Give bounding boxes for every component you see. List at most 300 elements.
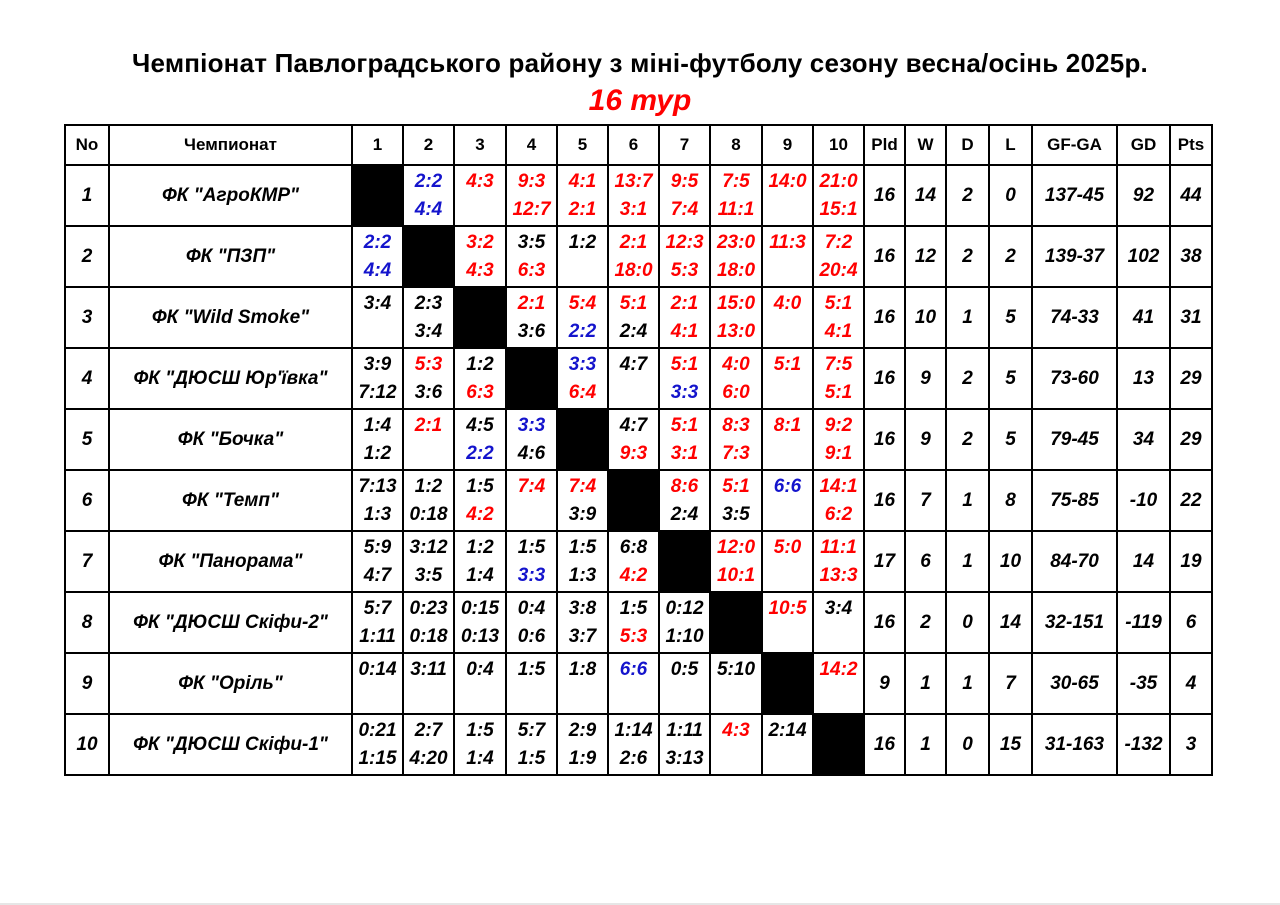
wins-count: 1 [905, 714, 946, 775]
goal-difference: -132 [1117, 714, 1170, 775]
second-leg-score: 1:5 [517, 748, 546, 769]
second-leg-score: 0:18 [409, 626, 448, 647]
first-leg-score: 5:7 [517, 720, 546, 741]
wins-count: 1 [905, 653, 946, 714]
wins-count: 14 [905, 165, 946, 226]
first-leg-score: 8:6 [670, 476, 699, 497]
row-number: 8 [65, 592, 109, 653]
second-leg-score: 3:13 [665, 748, 704, 769]
points: 19 [1170, 531, 1212, 592]
round-label: 16 тур [588, 84, 692, 117]
result-cell [813, 226, 864, 287]
second-leg-score: 2:4 [619, 321, 648, 342]
second-leg-score: 1:4 [466, 748, 494, 769]
result-cell [710, 226, 762, 287]
first-leg-score: 2:2 [363, 232, 392, 253]
first-leg-score: 5:9 [363, 537, 392, 558]
draws-count: 1 [946, 470, 989, 531]
result-cell [608, 409, 659, 470]
points: 6 [1170, 592, 1212, 653]
second-leg-score: 1:9 [568, 748, 597, 769]
second-leg-score: 6:3 [466, 382, 494, 403]
result-cell [813, 592, 864, 653]
result-cell [813, 165, 864, 226]
second-leg-score: 1:4 [466, 565, 494, 586]
points: 38 [1170, 226, 1212, 287]
goal-difference: 34 [1117, 409, 1170, 470]
table-row [65, 714, 1212, 775]
first-leg-score: 14:2 [819, 659, 858, 680]
played-count: 17 [864, 531, 905, 592]
team-name: ФК "АгроКМР" [109, 165, 352, 226]
second-leg-score: 2:4 [670, 504, 699, 525]
first-leg-score: 23:0 [716, 232, 756, 253]
header-w: W [905, 125, 946, 165]
second-leg-score: 3:5 [722, 504, 750, 525]
team-name: ФК "ДЮСШ Скіфи-2" [109, 592, 352, 653]
first-leg-score: 5:1 [824, 293, 853, 314]
standings-table [64, 124, 1213, 776]
result-cell [762, 592, 813, 653]
draws-count: 2 [946, 409, 989, 470]
losses-count: 5 [989, 287, 1032, 348]
first-leg-score: 0:21 [358, 720, 397, 741]
second-leg-score: 1:3 [363, 504, 392, 525]
result-cell [608, 348, 659, 409]
header-d: D [946, 125, 989, 165]
row-number: 9 [65, 653, 109, 714]
result-cell [659, 653, 710, 714]
result-cell [557, 226, 608, 287]
losses-count: 5 [989, 409, 1032, 470]
first-leg-score: 3:3 [568, 354, 597, 375]
second-leg-score: 7:3 [722, 443, 750, 464]
result-cell [454, 531, 506, 592]
points: 31 [1170, 287, 1212, 348]
team-name: ФК "Темп" [109, 470, 352, 531]
second-leg-score: 9:1 [824, 443, 853, 464]
draws-count: 0 [946, 714, 989, 775]
second-leg-score: 18:0 [614, 260, 653, 281]
first-leg-score: 0:4 [466, 659, 494, 680]
played-count: 16 [864, 165, 905, 226]
result-cell [659, 409, 710, 470]
result-cell [506, 592, 557, 653]
first-leg-score: 4:3 [466, 171, 494, 192]
team-name: ФК "ДЮСШ Скіфи-1" [109, 714, 352, 775]
result-cell [506, 470, 557, 531]
first-leg-score: 0:12 [665, 598, 704, 619]
result-cell [608, 653, 659, 714]
first-leg-score: 5:1 [619, 293, 648, 314]
first-leg-score: 2:9 [568, 720, 597, 741]
result-cell [762, 165, 813, 226]
header-pts: Pts [1170, 125, 1212, 165]
second-leg-score: 6:3 [517, 260, 546, 281]
first-leg-score: 1:4 [363, 415, 392, 436]
second-leg-score: 4:1 [670, 321, 699, 342]
first-leg-score: 1:5 [568, 537, 597, 558]
goal-difference: -35 [1117, 653, 1170, 714]
result-cell [762, 470, 813, 531]
wins-count: 2 [905, 592, 946, 653]
second-leg-score: 5:1 [824, 382, 853, 403]
header-col-9: 9 [762, 125, 813, 165]
second-leg-score: 3:1 [670, 443, 699, 464]
played-count: 16 [864, 470, 905, 531]
goal-difference: 14 [1117, 531, 1170, 592]
result-cell [659, 470, 710, 531]
first-leg-score: 5:1 [670, 415, 699, 436]
result-cell [403, 348, 454, 409]
table-row [65, 348, 1212, 409]
first-leg-score: 1:2 [414, 476, 443, 497]
header-row [65, 125, 1212, 165]
first-leg-score: 4:3 [722, 720, 750, 741]
first-leg-score: 2:1 [619, 232, 648, 253]
first-leg-score: 10:5 [768, 598, 807, 619]
second-leg-score: 5:3 [670, 260, 699, 281]
first-leg-score: 9:2 [824, 415, 853, 436]
first-leg-score: 3:8 [568, 598, 597, 619]
first-leg-score: 7:13 [358, 476, 397, 497]
standings-body [65, 165, 1212, 775]
header-col-3: 3 [454, 125, 506, 165]
goal-difference: -10 [1117, 470, 1170, 531]
first-leg-score: 4:5 [466, 415, 494, 436]
result-cell [813, 287, 864, 348]
result-cell [710, 409, 762, 470]
result-cell [454, 409, 506, 470]
row-number: 10 [65, 714, 109, 775]
first-leg-score: 5:1 [773, 354, 802, 375]
second-leg-score: 6:2 [824, 504, 853, 525]
result-cell [506, 409, 557, 470]
losses-count: 10 [989, 531, 1032, 592]
first-leg-score: 1:5 [619, 598, 648, 619]
second-leg-score: 10:1 [716, 565, 756, 586]
second-leg-score: 4:2 [466, 504, 494, 525]
table-row [65, 470, 1212, 531]
first-leg-score: 1:5 [517, 537, 546, 558]
played-count: 16 [864, 592, 905, 653]
first-leg-score: 7:4 [568, 476, 597, 497]
header-l: L [989, 125, 1032, 165]
second-leg-score: 4:3 [466, 260, 494, 281]
result-cell [403, 531, 454, 592]
header-no: No [65, 125, 109, 165]
draws-count: 0 [946, 592, 989, 653]
result-cell [659, 287, 710, 348]
losses-count: 15 [989, 714, 1032, 775]
second-leg-score: 11:1 [717, 199, 755, 220]
first-leg-score: 12:0 [716, 537, 756, 558]
result-cell [403, 165, 454, 226]
goals-for-against: 79-45 [1032, 409, 1117, 470]
self-match-cell [659, 531, 710, 592]
table-row [65, 226, 1212, 287]
first-leg-score: 7:5 [722, 171, 750, 192]
self-match-cell [454, 287, 506, 348]
first-leg-score: 3:4 [363, 293, 392, 314]
second-leg-score: 7:12 [358, 382, 397, 403]
second-leg-score: 0:13 [460, 626, 500, 647]
result-cell [506, 287, 557, 348]
row-number: 2 [65, 226, 109, 287]
row-number: 7 [65, 531, 109, 592]
result-cell [557, 714, 608, 775]
result-cell [557, 592, 608, 653]
header-pld: Pld [864, 125, 905, 165]
first-leg-score: 5:10 [716, 659, 756, 680]
second-leg-score: 4:4 [414, 199, 443, 220]
table-row [65, 653, 1212, 714]
team-name: ФК "ПЗП" [109, 226, 352, 287]
second-leg-score: 1:2 [363, 443, 392, 464]
self-match-cell [557, 409, 608, 470]
points: 3 [1170, 714, 1212, 775]
first-leg-score: 2:14 [768, 720, 807, 741]
result-cell [762, 531, 813, 592]
first-leg-score: 14:1 [819, 476, 858, 497]
result-cell [710, 470, 762, 531]
second-leg-score: 13:0 [716, 321, 756, 342]
first-leg-score: 5:7 [363, 598, 392, 619]
result-cell [659, 348, 710, 409]
second-leg-score: 1:10 [665, 626, 704, 647]
result-cell [762, 348, 813, 409]
result-cell [403, 714, 454, 775]
first-leg-score: 5:0 [773, 537, 802, 558]
first-leg-score: 6:8 [619, 537, 648, 558]
second-leg-score: 3:3 [670, 382, 699, 403]
result-cell [659, 592, 710, 653]
first-leg-score: 8:1 [773, 415, 802, 436]
result-cell [506, 653, 557, 714]
second-leg-score: 4:20 [409, 748, 448, 769]
first-leg-score: 1:14 [614, 720, 653, 741]
second-leg-score: 9:3 [619, 443, 648, 464]
first-leg-score: 1:11 [666, 720, 703, 741]
table-row [65, 165, 1212, 226]
first-leg-score: 6:6 [773, 476, 802, 497]
self-match-cell [352, 165, 403, 226]
result-cell [506, 531, 557, 592]
result-cell [454, 592, 506, 653]
result-cell [710, 165, 762, 226]
first-leg-score: 3:3 [517, 415, 546, 436]
result-cell [557, 348, 608, 409]
result-cell [710, 714, 762, 775]
points: 22 [1170, 470, 1212, 531]
row-number: 3 [65, 287, 109, 348]
first-leg-score: 3:11 [410, 659, 447, 680]
draws-count: 1 [946, 653, 989, 714]
first-leg-score: 4:7 [619, 415, 648, 436]
result-cell [352, 226, 403, 287]
wins-count: 12 [905, 226, 946, 287]
header-col-8: 8 [710, 125, 762, 165]
losses-count: 14 [989, 592, 1032, 653]
losses-count: 2 [989, 226, 1032, 287]
result-cell [710, 653, 762, 714]
result-cell [762, 226, 813, 287]
second-leg-score: 13:3 [819, 565, 858, 586]
draws-count: 2 [946, 348, 989, 409]
goals-for-against: 30-65 [1032, 653, 1117, 714]
first-leg-score: 1:5 [466, 476, 494, 497]
first-leg-score: 4:7 [619, 354, 648, 375]
table-row [65, 409, 1212, 470]
result-cell [454, 348, 506, 409]
goals-for-against: 31-163 [1032, 714, 1117, 775]
result-cell [557, 653, 608, 714]
result-cell [352, 653, 403, 714]
first-leg-score: 11:1 [820, 537, 857, 558]
header-col-4: 4 [506, 125, 557, 165]
header-gd: GD [1117, 125, 1170, 165]
result-cell [813, 348, 864, 409]
second-leg-score: 1:11 [359, 626, 396, 647]
result-cell [557, 531, 608, 592]
row-number: 6 [65, 470, 109, 531]
second-leg-score: 4:6 [517, 443, 546, 464]
result-cell [608, 714, 659, 775]
result-cell [352, 592, 403, 653]
second-leg-score: 2:2 [466, 443, 494, 464]
losses-count: 7 [989, 653, 1032, 714]
header-col-1: 1 [352, 125, 403, 165]
first-leg-score: 5:1 [670, 354, 699, 375]
first-leg-score: 2:1 [670, 293, 699, 314]
result-cell [506, 714, 557, 775]
wins-count: 6 [905, 531, 946, 592]
first-leg-score: 2:2 [414, 171, 443, 192]
goals-for-against: 73-60 [1032, 348, 1117, 409]
header-col-10: 10 [813, 125, 864, 165]
points: 44 [1170, 165, 1212, 226]
second-leg-score: 3:6 [517, 321, 546, 342]
result-cell [352, 348, 403, 409]
result-cell [659, 165, 710, 226]
result-cell [352, 287, 403, 348]
result-cell [454, 714, 506, 775]
points: 29 [1170, 409, 1212, 470]
played-count: 16 [864, 714, 905, 775]
first-leg-score: 11:3 [769, 232, 806, 253]
result-cell [506, 226, 557, 287]
first-leg-score: 5:3 [414, 354, 443, 375]
self-match-cell [762, 653, 813, 714]
self-match-cell [403, 226, 454, 287]
first-leg-score: 15:0 [716, 293, 756, 314]
result-cell [557, 165, 608, 226]
result-cell [608, 226, 659, 287]
wins-count: 9 [905, 409, 946, 470]
second-leg-score: 4:2 [619, 565, 648, 586]
second-leg-score: 18:0 [716, 260, 756, 281]
self-match-cell [710, 592, 762, 653]
second-leg-score: 2:1 [568, 199, 597, 220]
second-leg-score: 5:3 [619, 626, 648, 647]
second-leg-score: 6:4 [568, 382, 597, 403]
first-leg-score: 3:2 [466, 232, 494, 253]
first-leg-score: 3:5 [517, 232, 546, 253]
result-cell [454, 653, 506, 714]
played-count: 9 [864, 653, 905, 714]
team-name: ФК "Оріль" [109, 653, 352, 714]
wins-count: 10 [905, 287, 946, 348]
first-leg-score: 3:12 [409, 537, 448, 558]
second-leg-score: 20:4 [819, 260, 858, 281]
result-cell [352, 714, 403, 775]
result-cell [762, 714, 813, 775]
first-leg-score: 4:0 [722, 354, 750, 375]
table-row [65, 592, 1212, 653]
first-leg-score: 2:1 [414, 415, 443, 436]
header-col-5: 5 [557, 125, 608, 165]
result-cell [454, 165, 506, 226]
played-count: 16 [864, 409, 905, 470]
result-cell [454, 226, 506, 287]
first-leg-score: 0:5 [670, 659, 699, 680]
result-cell [608, 287, 659, 348]
self-match-cell [506, 348, 557, 409]
first-leg-score: 4:0 [773, 293, 802, 314]
draws-count: 1 [946, 287, 989, 348]
first-leg-score: 1:2 [466, 537, 494, 558]
goal-difference: 102 [1117, 226, 1170, 287]
result-cell [506, 165, 557, 226]
second-leg-score: 4:1 [824, 321, 853, 342]
result-cell [813, 653, 864, 714]
result-cell [762, 287, 813, 348]
result-cell [352, 470, 403, 531]
first-leg-score: 0:4 [517, 598, 546, 619]
points: 29 [1170, 348, 1212, 409]
page-title: Чемпіонат Павлоградського району з міні-футболу сезону весна/осінь 2025р. [132, 48, 1148, 78]
first-leg-score: 3:9 [363, 354, 392, 375]
first-leg-score: 7:4 [517, 476, 546, 497]
goals-for-against: 75-85 [1032, 470, 1117, 531]
result-cell [813, 531, 864, 592]
result-cell [557, 287, 608, 348]
result-cell [659, 714, 710, 775]
first-leg-score: 13:7 [614, 171, 653, 192]
result-cell [608, 592, 659, 653]
team-name: ФК "Бочка" [109, 409, 352, 470]
goal-difference: 41 [1117, 287, 1170, 348]
row-number: 5 [65, 409, 109, 470]
second-leg-score: 3:1 [619, 199, 648, 220]
goals-for-against: 139-37 [1032, 226, 1117, 287]
result-cell [454, 470, 506, 531]
played-count: 16 [864, 348, 905, 409]
second-leg-score: 3:3 [517, 565, 546, 586]
second-leg-score: 3:6 [414, 382, 443, 403]
header-team: Чемпионат [109, 125, 352, 165]
first-leg-score: 7:5 [824, 354, 853, 375]
wins-count: 9 [905, 348, 946, 409]
result-cell [710, 531, 762, 592]
result-cell [659, 226, 710, 287]
first-leg-score: 5:1 [722, 476, 750, 497]
result-cell [608, 165, 659, 226]
result-cell [403, 653, 454, 714]
draws-count: 2 [946, 226, 989, 287]
goals-for-against: 32-151 [1032, 592, 1117, 653]
first-leg-score: 0:14 [358, 659, 397, 680]
